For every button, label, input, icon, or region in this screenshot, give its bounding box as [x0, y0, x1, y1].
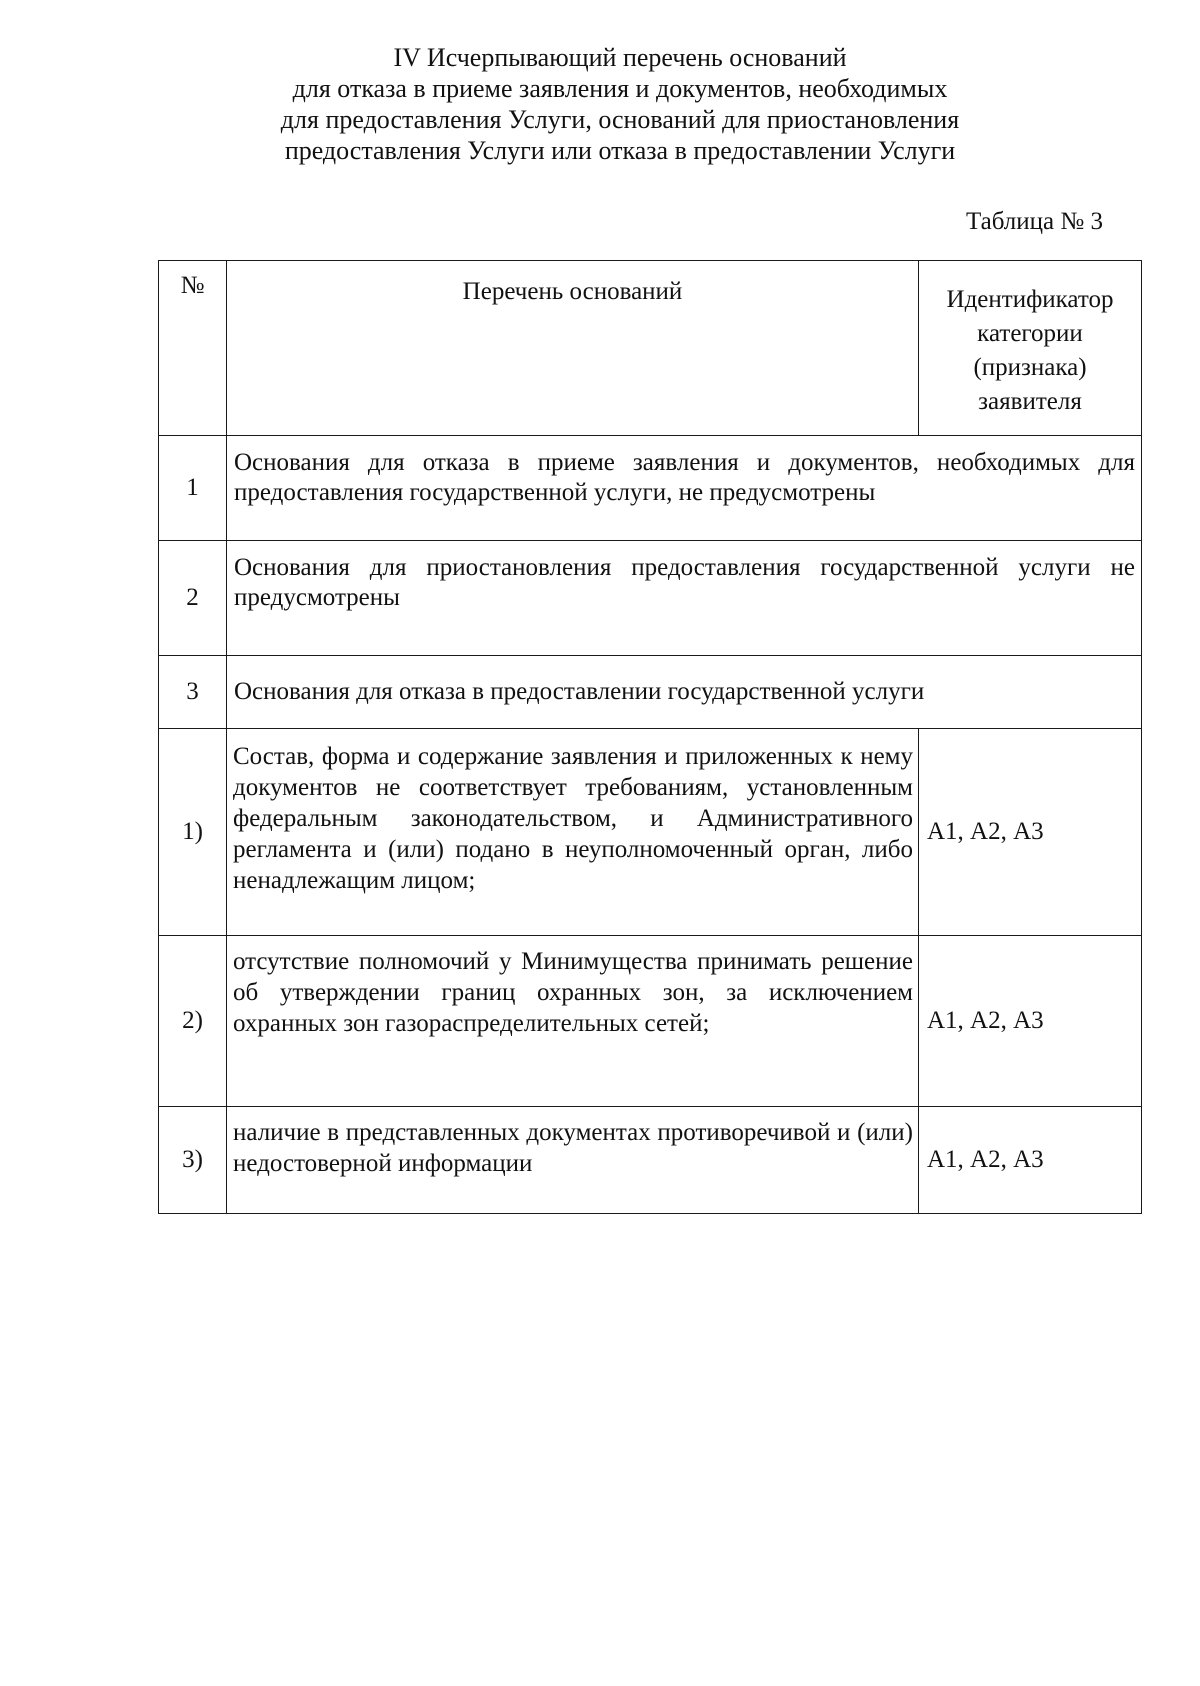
row-text: Основания для приостановления предоставления государственной услуги не предусмотрены — [227, 541, 1142, 656]
grounds-table — [158, 260, 1142, 1214]
table-caption: Таблица № 3 — [965, 208, 1103, 235]
header-list: Перечень оснований — [227, 261, 919, 436]
table-row — [159, 729, 1142, 936]
table-row — [159, 436, 1142, 541]
header-identifier: Идентификатор категории (признака) заявителя — [919, 261, 1142, 436]
row-identifiers: А1, А2, А3 — [919, 729, 1142, 936]
row-number: 3) — [159, 1107, 227, 1214]
row-number: 3 — [159, 656, 227, 729]
row-identifiers: А1, А2, А3 — [919, 936, 1142, 1107]
row-text: Состав, форма и содержание заявления и приложенных к нему документов не соответствует требованиям, установленным федеральным законодательством, и Административного регламента и (или) подано в неуполномоченный орган, либо ненадлежащим лицом; — [227, 729, 919, 936]
table-row — [159, 541, 1142, 656]
row-text: отсутствие полномочий у Минимущества принимать решение об утверждении границ охранных зон, за исключением охранных зон газораспределительных сетей; — [227, 936, 919, 1107]
header-number: № — [159, 261, 227, 436]
row-text: Основания для отказа в предоставлении государственной услуги — [227, 656, 1142, 729]
row-number: 1) — [159, 729, 227, 936]
table-row — [159, 1107, 1142, 1214]
heading-line: для предоставления Услуги, оснований для приостановления — [280, 105, 960, 134]
heading-line: IV Исчерпывающий перечень оснований — [393, 43, 847, 72]
row-text: наличие в представленных документах противоречивой и (или) недостоверной информации — [227, 1107, 919, 1214]
row-text: Основания для отказа в приеме заявления и документов, необходимых для предоставления государственной услуги, не предусмотрены — [227, 436, 1142, 541]
heading-line: предоставления Услуги или отказа в предоставлении Услуги — [284, 136, 956, 165]
section-heading — [200, 42, 1040, 166]
row-number: 2 — [159, 541, 227, 656]
table-header-row — [159, 261, 1142, 436]
row-number: 2) — [159, 936, 227, 1107]
row-identifiers: А1, А2, А3 — [919, 1107, 1142, 1214]
row-number: 1 — [159, 436, 227, 541]
table-row — [159, 936, 1142, 1107]
heading-line: для отказа в приеме заявления и документов, необходимых — [292, 74, 948, 103]
table-row — [159, 656, 1142, 729]
